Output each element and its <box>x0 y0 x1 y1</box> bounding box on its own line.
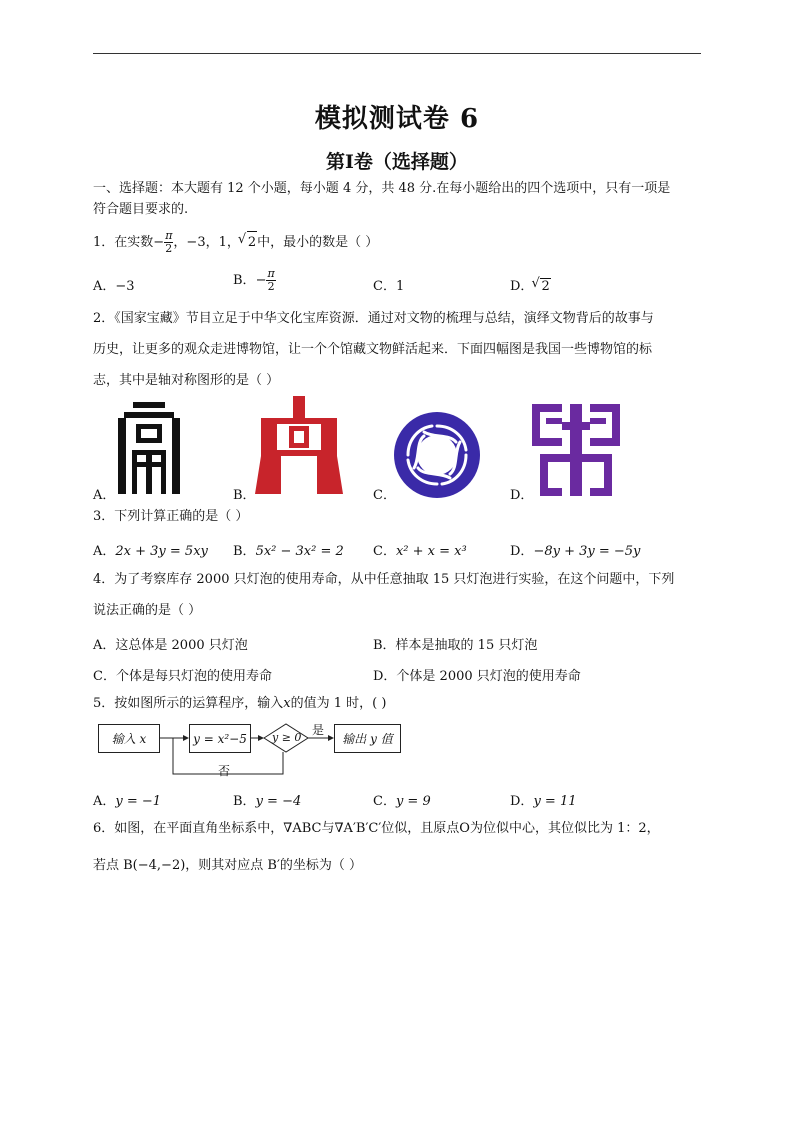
museum-logo-d-icon <box>532 404 620 496</box>
q5-option-d[interactable]: D．y = 11 <box>510 794 577 809</box>
q1-suffix: 中，最小的数是（ ） <box>257 235 379 250</box>
q1-option-a[interactable]: A．−3 <box>93 279 135 294</box>
q3-option-a[interactable]: A．2x + 3y = 5xy <box>93 544 208 559</box>
question-2-line-3: 志，其中是轴对称图形的是（ ） <box>93 373 280 388</box>
q5-option-a[interactable]: A．y = −1 <box>93 794 162 809</box>
q4-option-b[interactable]: B．样本是抽取的 15 只灯泡 <box>373 638 538 653</box>
q1-option-b[interactable]: B．− $\frac{\pi}{2}$ <box>233 267 275 293</box>
q5-option-b[interactable]: B．y = −4 <box>233 794 302 809</box>
section-subtitle: 第Ⅰ卷（选择题） <box>326 151 468 173</box>
intro-line-2: 符合题目要求的. <box>93 202 189 217</box>
question-2-line-2: 历史，让更多的观众走进博物馆，让一个个馆藏文物鲜活起来．下面四幅图是我国一些博物馆的标 <box>93 342 653 357</box>
flow-condition: y ≥ 0 <box>272 731 302 744</box>
q2-option-a-label[interactable]: A． <box>93 488 116 503</box>
q3-option-b[interactable]: B．5x² − 3x² = 2 <box>233 544 344 559</box>
header-rule <box>93 53 701 54</box>
q2-option-b-label[interactable]: B． <box>233 488 256 503</box>
q4-option-a[interactable]: A．这总体是 2000 只灯泡 <box>93 638 248 653</box>
page-title: 模拟测试卷 6 <box>314 104 480 134</box>
q2-option-d-label[interactable]: D． <box>510 488 534 503</box>
question-1-stem: 1．在实数− $\frac{\pi}{2}$ ，−3，1，√ 2中，最小的数是（ ） <box>93 230 378 255</box>
question-6-line-2: 若点 B(−4,−2)，则其对应点 B′的坐标为（ ） <box>93 858 363 873</box>
flow-output-box: 输出 y 值 <box>334 724 401 753</box>
sqrt-2: √ 2 <box>247 231 257 253</box>
question-5-stem: 5．按如图所示的运算程序，输入x的值为 1 时，( ) <box>93 696 387 711</box>
q1-prefix: 1．在实数 <box>93 235 154 250</box>
flow-yes-label: 是 <box>312 723 325 737</box>
flow-formula-box: y = x²−5 <box>189 724 251 753</box>
flow-input-box: 输入 x <box>98 724 160 753</box>
museum-logo-b-icon <box>255 396 343 494</box>
q4-option-c[interactable]: C．个体是每只灯泡的使用寿命 <box>93 669 272 684</box>
question-6-line-1: 6．如图，在平面直角坐标系中，∇ABC与∇A′B′C′位似，且原点O为位似中心，其位似比为 1：2， <box>93 821 660 836</box>
q5-option-c[interactable]: C．y = 9 <box>373 794 431 809</box>
question-2-line-1: 2．《国家宝藏》节目立足于中华文化宝库资源．通过对文物的梳理与总结，演绎文物背后的故事与 <box>93 311 654 326</box>
question-3-stem: 3．下列计算正确的是（ ） <box>93 509 249 524</box>
q1-option-c[interactable]: C．1 <box>373 279 405 294</box>
question-4-line-2: 说法正确的是（ ） <box>93 603 202 618</box>
intro-line-1: 一、选择题：本大题有 12 个小题，每小题 4 分，共 48 分.在每小题给出的四个选项中，只有一项是 <box>93 181 671 196</box>
museum-logo-c-icon <box>394 412 480 498</box>
museum-logo-a-icon <box>118 402 180 494</box>
q1-mid: ，−3，1， <box>173 235 240 250</box>
q3-option-d[interactable]: D．−8y + 3y = −5y <box>510 544 641 559</box>
q3-option-c[interactable]: C．x² + x = x³ <box>373 544 467 559</box>
q4-option-d[interactable]: D．个体是 2000 只灯泡的使用寿命 <box>373 669 581 684</box>
q2-option-c-label[interactable]: C． <box>373 488 396 503</box>
question-4-line-1: 4．为了考察库存 2000 只灯泡的使用寿命，从中任意抽取 15 只灯泡进行实验，在这个问题中，下列 <box>93 572 675 587</box>
pi-over-2: $\frac{\pi}{2}$ <box>165 229 173 255</box>
q1-option-d[interactable]: D．√ 2 <box>510 275 551 294</box>
flow-no-label: 否 <box>218 764 231 778</box>
